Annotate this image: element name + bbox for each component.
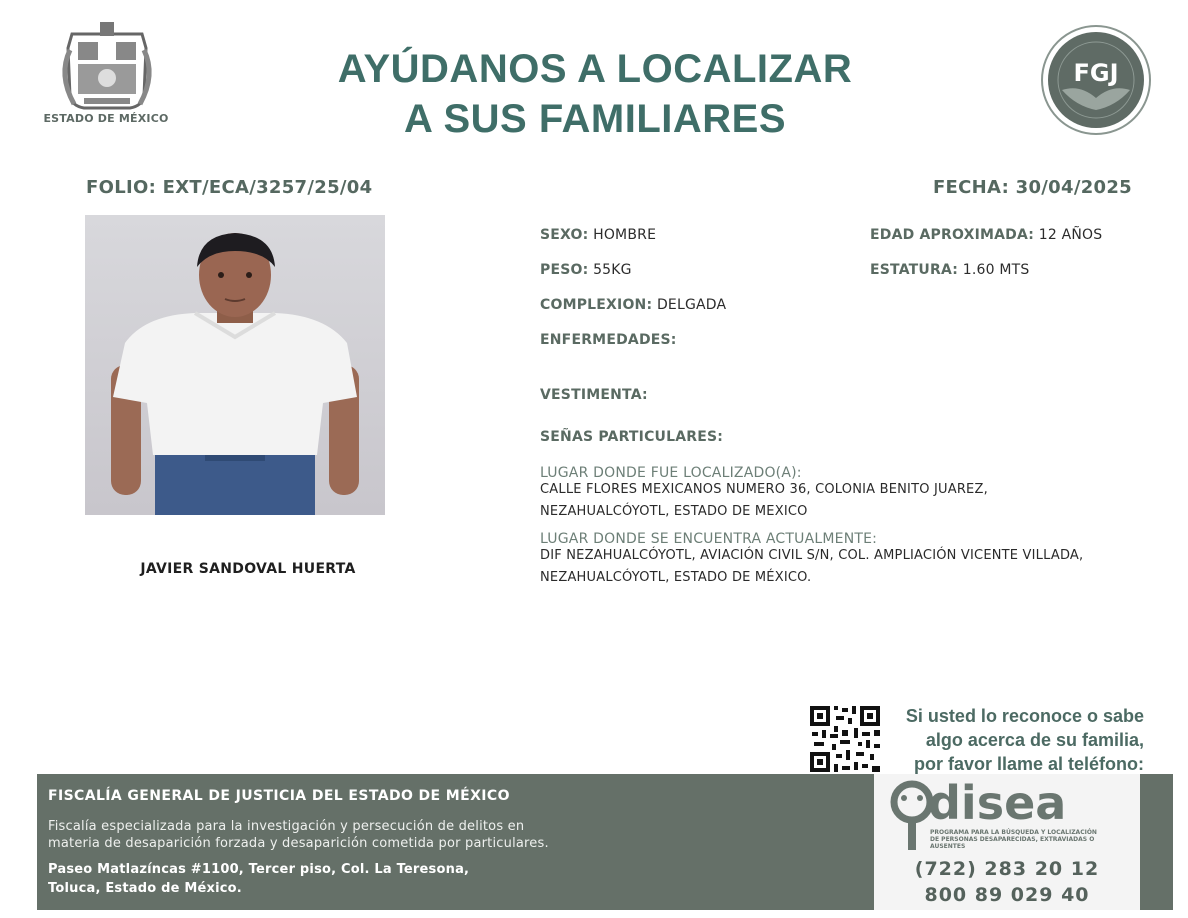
phone-number-2[interactable]: 800 89 029 40 <box>924 884 1090 906</box>
contact-message <box>880 704 1144 776</box>
folio-number: FOLIO: EXT/ECA/3257/25/04 <box>86 177 373 198</box>
field-vestimenta-label: VESTIMENTA: <box>540 387 648 403</box>
field-edad-label: EDAD APROXIMADA: <box>870 227 1035 243</box>
field-senas <box>540 429 723 445</box>
qr-code-icon[interactable] <box>808 704 882 774</box>
person-photo-illustration <box>85 215 385 515</box>
field-peso-value: 55KG <box>593 262 632 278</box>
field-complexion-value: DELGADA <box>656 297 727 313</box>
person-name: JAVIER SANDOVAL HUERTA <box>140 561 356 577</box>
contact-message-line1: Si usted lo reconoce o sabe <box>905 706 1144 726</box>
field-estatura <box>870 262 1029 278</box>
field-edad <box>870 227 1102 243</box>
contact-message-line2: algo acerca de su familia, <box>925 730 1144 750</box>
fgj-seal-text: FGJ <box>1073 59 1119 87</box>
field-senas-label: SEÑAS PARTICULARES: <box>540 429 724 445</box>
page-title <box>250 44 940 144</box>
footer-address-line2: Toluca, Estado de México. <box>48 881 242 896</box>
odisea-logo-text: disea <box>928 776 1067 830</box>
field-peso <box>540 262 632 278</box>
field-sexo-label: SEXO: <box>540 227 589 243</box>
footer-address-line1: Paseo Matlazíncas #1100, Tercer piso, Col. La Teresona, <box>48 862 470 877</box>
field-sexo <box>540 227 656 243</box>
footer-description-line2: materia de desaparición forzada y desaparición cometida por particulares. <box>48 836 549 851</box>
person-photo <box>85 215 385 515</box>
contact-message-line3: por favor llame al teléfono: <box>913 754 1144 774</box>
field-sexo-value: HOMBRE <box>593 227 657 243</box>
page-title-line2: A SUS FAMILIARES <box>403 97 787 141</box>
field-complexion-label: COMPLEXION: <box>540 297 653 313</box>
field-enfermedades <box>540 332 677 348</box>
fgj-seal-icon <box>1040 24 1152 136</box>
field-edad-value: 12 AÑOS <box>1038 227 1103 243</box>
lugar-localizado-label: LUGAR DONDE FUE LOCALIZADO(A): <box>540 465 802 481</box>
footer-address <box>48 860 648 898</box>
odisea-program-text: PROGRAMA PARA LA BÚSQUEDA Y LOCALIZACIÓN DE PERSONAS DESAPARECIDAS, EXTRAVIADAS O AUSENTES <box>930 829 1097 850</box>
lugar-actual-value: DIF NEZAHUALCÓYOTL, AVIACIÓN CIVIL S/N, COL. AMPLIACIÓN VICENTE VILLADA, NEZAHUALCÓYOTL, ESTADO DE MÉXICO. <box>540 548 1084 585</box>
field-peso-label: PESO: <box>540 262 589 278</box>
phone-number-1[interactable]: (722) 283 20 12 <box>914 858 1100 880</box>
lugar-localizado-value: CALLE FLORES MEXICANOS NUMERO 36, COLONIA BENITO JUAREZ, NEZAHUALCÓYOTL, ESTADO DE MEXICO <box>540 482 988 519</box>
lugar-actual-label: LUGAR DONDE SE ENCUENTRA ACTUALMENTE: <box>540 531 878 547</box>
page-title-line1: AYÚDANOS A LOCALIZAR <box>337 47 853 91</box>
field-estatura-label: ESTATURA: <box>870 262 959 278</box>
report-date: FECHA: 30/04/2025 <box>932 177 1132 198</box>
field-estatura-value: 1.60 MTS <box>962 262 1030 278</box>
footer-description-line1: Fiscalía especializada para la investigación y persecución de delitos en <box>48 819 525 834</box>
field-enfermedades-label: ENFERMEDADES: <box>540 332 677 348</box>
footer-title: FISCALÍA GENERAL DE JUSTICIA DEL ESTADO DE MÉXICO <box>48 788 510 804</box>
field-complexion <box>540 297 726 313</box>
estado-de-mexico-caption: ESTADO DE MÉXICO <box>43 112 169 125</box>
field-vestimenta <box>540 387 648 403</box>
footer-description <box>48 818 648 852</box>
